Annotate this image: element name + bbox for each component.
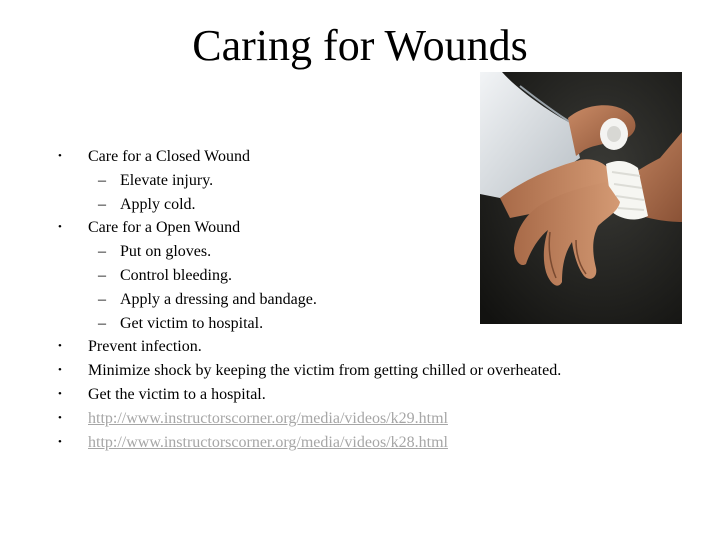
dash-icon: – bbox=[98, 314, 106, 332]
bullet-icon: • bbox=[58, 340, 62, 353]
dash-icon: – bbox=[98, 195, 106, 213]
bullet-text: Care for a Open Wound bbox=[88, 219, 241, 237]
bullet-text: Get the victim to a hospital. bbox=[88, 385, 266, 403]
sub-bullet-text: Apply cold. bbox=[120, 195, 196, 213]
sub-bullet-text: Put on gloves. bbox=[120, 243, 212, 261]
dash-icon: – bbox=[98, 266, 106, 284]
bullet-icon: • bbox=[58, 221, 62, 234]
bullet-item bbox=[0, 431, 720, 455]
bullet-item bbox=[0, 145, 720, 169]
bullet-icon: • bbox=[58, 150, 62, 162]
slide-title: Caring for Wounds bbox=[192, 21, 528, 70]
dash-icon: – bbox=[98, 243, 106, 261]
bullet-text: Care for a Closed Wound bbox=[88, 148, 250, 165]
bullet-item bbox=[0, 407, 720, 431]
sub-bullet-item bbox=[0, 169, 720, 193]
bullet-text: Minimize shock by keeping the victim from getting chilled or overheated. bbox=[88, 362, 562, 380]
bullet-item bbox=[0, 216, 720, 240]
bullet-item bbox=[0, 359, 720, 383]
bullet-icon: • bbox=[58, 411, 62, 424]
sub-bullet-item bbox=[0, 240, 720, 264]
video-link[interactable]: http://www.instructorscorner.org/media/videos/k28.html bbox=[88, 433, 448, 451]
sub-bullet-item bbox=[0, 264, 720, 288]
sub-bullet-text: Elevate injury. bbox=[120, 171, 214, 189]
sub-bullet-item bbox=[0, 288, 720, 312]
dash-icon: – bbox=[98, 171, 106, 189]
sub-bullet-text: Control bleeding. bbox=[120, 266, 232, 284]
bullet-text: Prevent infection. bbox=[88, 338, 202, 356]
sub-bullet-text: Get victim to hospital. bbox=[120, 314, 264, 332]
bullet-item bbox=[0, 335, 720, 359]
bullet-icon: • bbox=[58, 387, 62, 400]
video-link[interactable]: http://www.instructorscorner.org/media/videos/k29.html bbox=[88, 409, 448, 427]
sub-bullet-item bbox=[0, 312, 720, 336]
sub-bullet-item bbox=[0, 193, 720, 217]
bullet-list bbox=[0, 145, 720, 454]
dash-icon: – bbox=[98, 290, 106, 308]
bullet-icon: • bbox=[58, 364, 62, 377]
bullet-icon: • bbox=[58, 435, 62, 448]
bullet-item bbox=[0, 383, 720, 407]
sub-bullet-text: Apply a dressing and bandage. bbox=[120, 290, 317, 308]
